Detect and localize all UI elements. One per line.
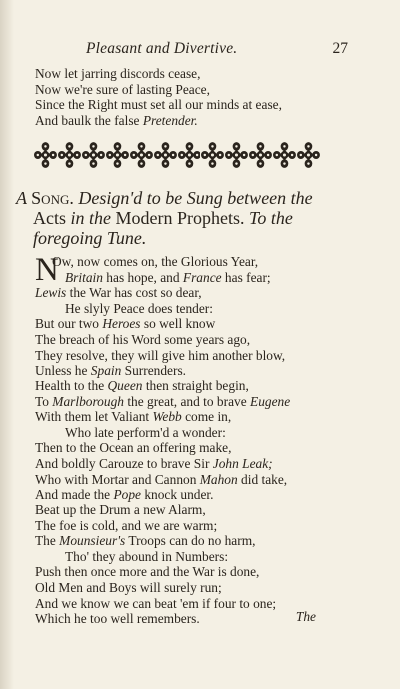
fleuron-icon — [225, 141, 248, 169]
fleuron-icon — [130, 141, 153, 169]
fleuron-icon — [178, 141, 201, 169]
fleuron-ornament-row — [34, 141, 320, 169]
stanza-1-line-3: Lewis the War has cost so dear, — [35, 285, 202, 301]
running-header — [60, 40, 350, 58]
stanza-3-line-4: Tho' they abound in Numbers: — [65, 548, 229, 564]
fleuron-icon — [201, 141, 224, 169]
drop-capital: N — [35, 252, 59, 288]
song-heading-line-3: foregoing Tune. — [33, 228, 147, 248]
fleuron-icon — [106, 141, 129, 169]
intro-line-2: Now we're sure of lasting Peace, — [35, 81, 210, 97]
fleuron-icon — [249, 141, 272, 169]
stanza-2-line-8: And made the Pope knock under. — [35, 487, 214, 503]
stanza-2-line-2: To Marlborough the great, and to brave Eugene — [35, 393, 291, 409]
intro-line-3: Since the Right must set all our minds at ease, — [35, 97, 282, 113]
song-heading-line-1: A Song. Design'd to be Sung between the — [16, 188, 313, 208]
fleuron-icon — [58, 141, 81, 169]
fleuron-icon — [273, 141, 296, 169]
song-heading — [16, 188, 316, 248]
stanza-2 — [35, 378, 290, 503]
stanza-1-line-1: Ow, now comes on, the Glorious Year, — [52, 254, 259, 269]
stanza-3-line-5: Push then once more and the War is done, — [35, 564, 260, 580]
stanza-1-line-6: The breach of his Word some years ago, — [35, 331, 251, 347]
fleuron-icon — [297, 141, 320, 169]
intro-line-1: Now let jarring discords cease, — [35, 66, 201, 81]
stanza-2-line-5: Then to the Ocean an offering make, — [35, 440, 232, 456]
stanza-3-line-1: Beat up the Drum a new Alarm, — [35, 502, 206, 517]
stanza-1-line-5: But our two Heroes so well know — [35, 316, 216, 332]
song-heading-line-2: Acts in the Modern Prophets. To the — [33, 208, 293, 228]
stanza-2-line-7: Who with Mortar and Cannon Mahon did take, — [35, 471, 288, 487]
stanza-3-line-6: Old Men and Boys will surely run; — [35, 579, 222, 595]
fleuron-icon — [82, 141, 105, 169]
stanza-3-line-8: Which he too well remembers. — [35, 611, 200, 627]
stanza-2-line-3: With them let Valiant Webb come in, — [35, 409, 232, 425]
stanza-1-line-4: He slyly Peace does tender: — [65, 300, 213, 316]
catchword: The — [295, 609, 316, 624]
fleuron-icon — [154, 141, 177, 169]
stanza-1 — [35, 254, 285, 379]
stanza-1-line-7: They resolve, they will give him another blow, — [35, 347, 286, 363]
fleuron-icon — [34, 141, 57, 169]
stanza-2-line-4: Who late perform'd a wonder: — [65, 424, 226, 440]
stanza-1-line-8: Unless he Spain Surrenders. — [35, 363, 187, 379]
stanza-2-line-1: Health to the Queen then straight begin, — [35, 378, 249, 393]
stanza-3-line-7: And we know we can beat 'em if four to one; — [35, 595, 277, 611]
intro-stanza — [35, 66, 282, 128]
stanza-3-line-3: The Mounsieur's Troops can do no harm, — [35, 533, 256, 549]
stanza-2-line-6: And boldly Carouze to brave Sir John Leak; — [35, 455, 273, 471]
intro-line-4: And baulk the false Pretender. — [35, 112, 198, 128]
stanza-1-line-2: Britain has hope, and France has fear; — [65, 269, 271, 285]
stanza-3-line-2: The foe is cold, and we are warm; — [35, 517, 218, 533]
page-number: 27 — [332, 40, 348, 57]
running-title: Pleasant and Divertive. — [86, 40, 238, 57]
stanza-3 — [35, 502, 276, 627]
